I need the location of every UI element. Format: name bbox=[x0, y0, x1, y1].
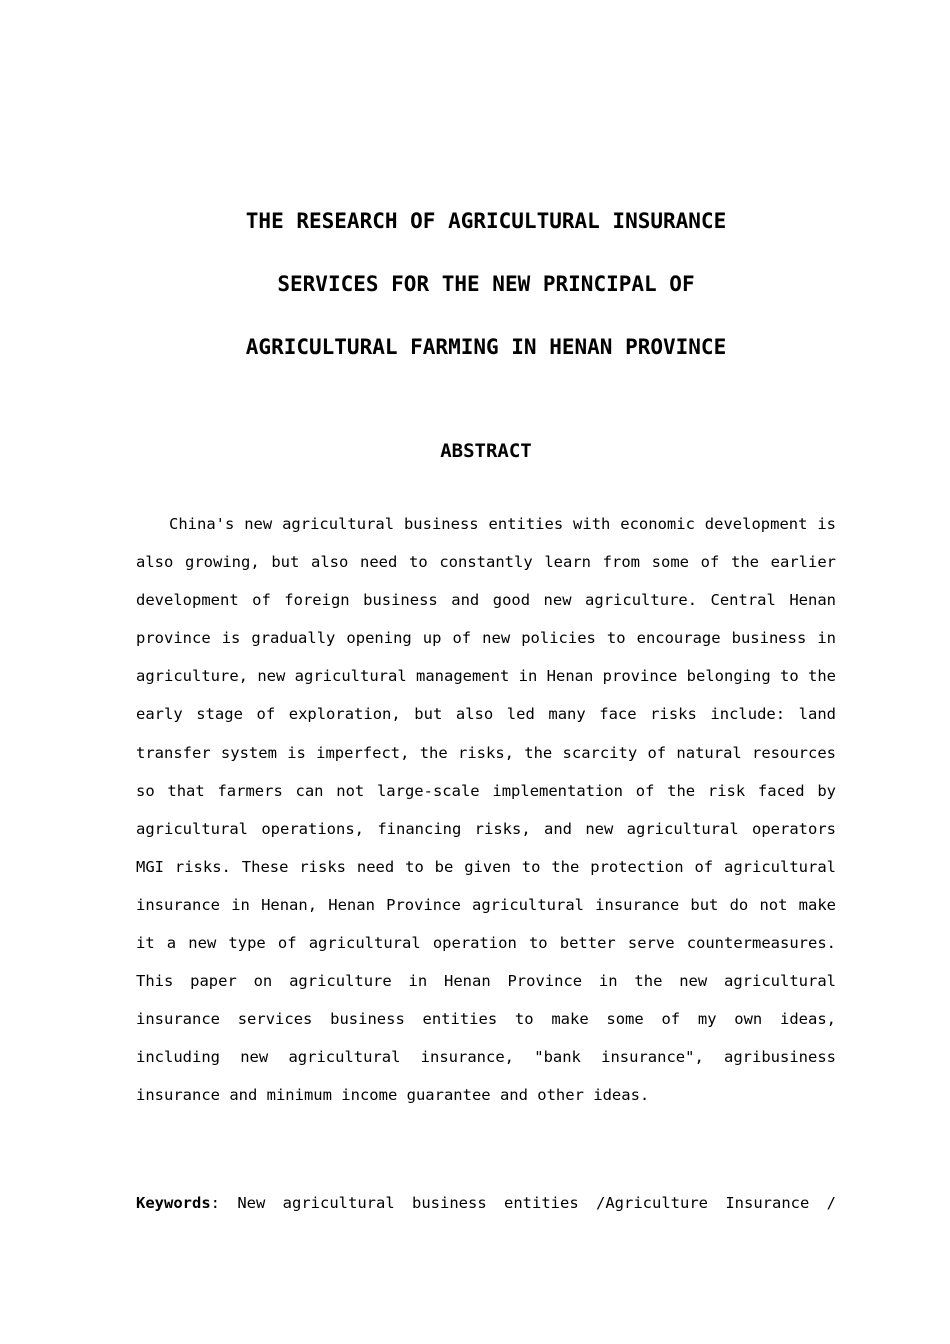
title-line-1: THE RESEARCH OF AGRICULTURAL INSURANCE bbox=[245, 209, 727, 233]
keywords-separator: : bbox=[210, 1194, 220, 1212]
keywords-line bbox=[136, 1185, 836, 1221]
keywords-text: New agricultural business entities /Agriculture Insurance / bbox=[220, 1194, 836, 1212]
title-line-3: AGRICULTURAL FARMING IN HENAN PROVINCE bbox=[245, 335, 727, 359]
title-line-2: SERVICES FOR THE NEW PRINCIPAL OF bbox=[277, 272, 695, 296]
paper-title bbox=[0, 190, 950, 379]
abstract-heading: ABSTRACT bbox=[440, 440, 532, 462]
abstract-body: China's new agricultural business entities with economic development is also growing, but also need to constantly learn from some of the earlier development of foreign business and good new agriculture. Central Henan province is gradually opening up of new policies to encourage business in agriculture, new agricultural management in Henan province belonging to the early stage of exploration, but also led many face risks include: land transfer system is imperfect, the risks, the scarcity of natural resources so that farmers can not large-scale implementation of the risk faced by agricultural operations, financing risks, and new agricultural operators MGI risks. These risks need to be given to the protection of agricultural insurance in Henan, Henan Province agricultural insurance but do not make it a new type of agricultural operation to better serve countermeasures. This paper on agriculture in Henan Province in the new agricultural insurance services business entities to make some of my own ideas, including new agricultural insurance, "bank insurance", agribusiness insurance and minimum income guarantee and other ideas. bbox=[136, 515, 836, 1105]
keywords-label: Keywords bbox=[136, 1194, 211, 1212]
